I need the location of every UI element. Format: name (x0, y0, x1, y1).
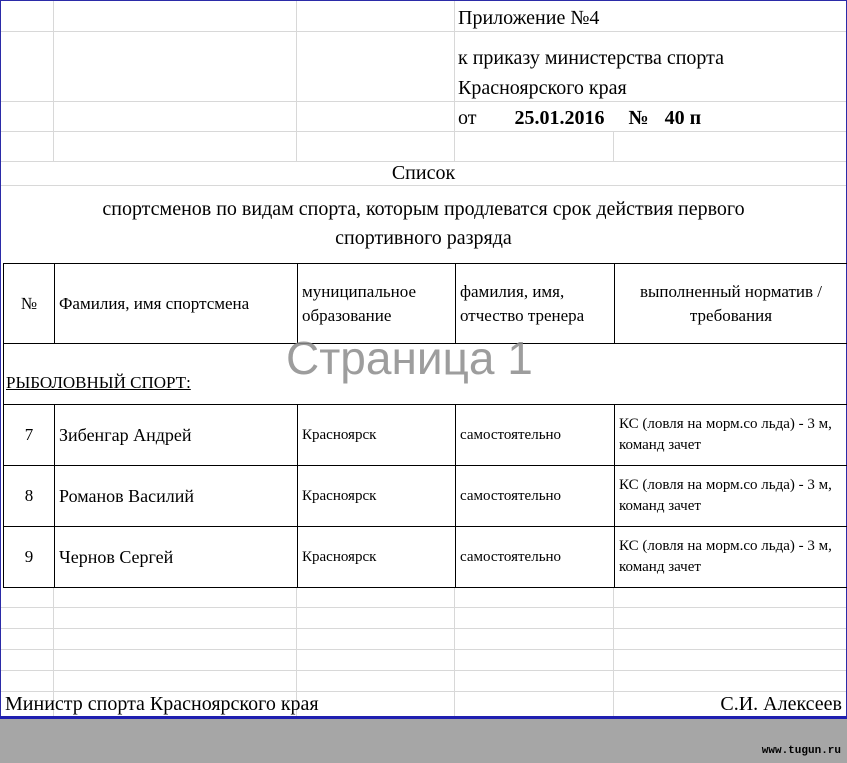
order-line-2: Красноярского края (458, 77, 627, 99)
column-header-number: № (4, 264, 55, 344)
gridline (1, 649, 846, 650)
date-prefix: от (458, 107, 477, 129)
gridline (613, 131, 614, 161)
gridline (1, 691, 846, 692)
order-number-sign: № (628, 107, 649, 129)
athlete-name: Чернов Сергей (55, 527, 298, 588)
order-number: 40 п (664, 107, 702, 129)
gridline (53, 1, 54, 161)
table-row (4, 405, 847, 466)
column-header-municipality: муниципальное образование (298, 264, 456, 344)
list-title: Список (391, 162, 456, 184)
table-row (4, 466, 847, 527)
gridline (1, 131, 846, 132)
site-watermark: www.tugun.ru (761, 745, 841, 757)
column-header-norm: выполненный норматив /требования (615, 264, 847, 344)
page-watermark: Страница 1 (286, 332, 533, 384)
order-date: 25.01.2016 (514, 107, 605, 129)
row-number: 7 (4, 405, 55, 466)
row-number: 9 (4, 527, 55, 588)
gridline (1, 607, 846, 608)
minister-title: Министр спорта Красноярского края (5, 693, 319, 715)
municipality: Красноярск (298, 527, 456, 588)
municipality: Красноярск (298, 405, 456, 466)
column-header-athlete: Фамилия, имя спортсмена (55, 264, 298, 344)
gridline (1, 101, 846, 102)
section-empty-cell (615, 344, 847, 405)
municipality: Красноярск (298, 466, 456, 527)
column-header-coach: фамилия, имя, отчество тренера (456, 264, 615, 344)
page-gap-area (0, 719, 847, 763)
section-label: РЫБОЛОВНЫЙ СПОРТ: (6, 373, 191, 392)
coach: самостоятельно (456, 466, 615, 527)
coach: самостоятельно (456, 405, 615, 466)
appendix-title: Приложение №4 (458, 7, 600, 29)
gridline (296, 1, 297, 161)
minister-name: С.И. Алексеев (720, 693, 842, 715)
gridline (454, 1, 455, 161)
order-date-line (458, 107, 701, 130)
gridline (1, 670, 846, 671)
norm: КС (ловля на морм.со льда) - 3 м, команд зачет (615, 527, 847, 588)
athlete-name: Зибенгар Андрей (55, 405, 298, 466)
order-line-1: к приказу министерства спорта (458, 47, 725, 69)
gridline (1, 628, 846, 629)
coach: самостоятельно (456, 527, 615, 588)
gridline (1, 31, 846, 32)
list-subtitle-line-2: спортивного разряда (335, 227, 512, 249)
gridline (1, 185, 846, 186)
norm: КС (ловля на морм.со льда) - 3 м, команд зачет (615, 466, 847, 527)
athlete-name: Романов Василий (55, 466, 298, 527)
athletes-table (3, 263, 847, 588)
norm: КС (ловля на морм.со льда) - 3 м, команд зачет (615, 405, 847, 466)
row-number: 8 (4, 466, 55, 527)
list-subtitle-line-1: спортсменов по видам спорта, которым продлеватся срок действия первого (102, 198, 745, 220)
table-row (4, 527, 847, 588)
